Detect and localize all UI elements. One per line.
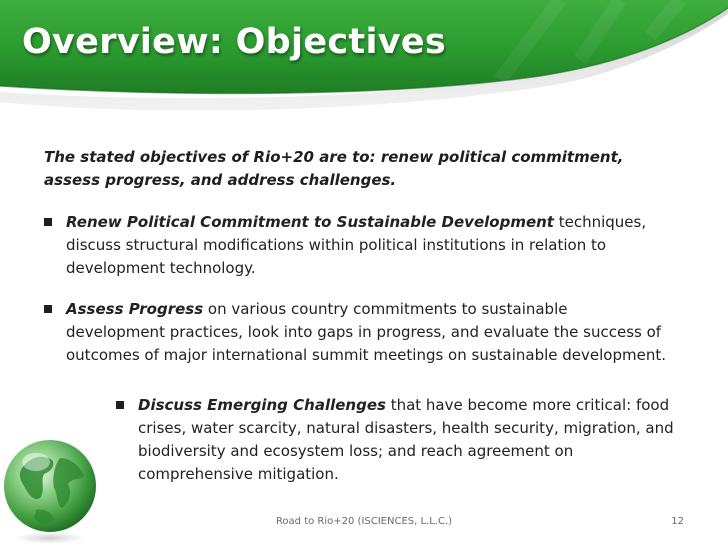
square-bullet-icon <box>44 305 52 313</box>
bullet-item-renew <box>66 211 666 280</box>
green-globe-icon <box>0 428 100 546</box>
bullet-lead: Discuss Emerging Challenges <box>138 396 386 414</box>
page-number: 12 <box>671 516 684 527</box>
square-bullet-icon <box>44 218 52 226</box>
bullet-text: techniques, discuss structural modifications within political institutions in relation to development technology. <box>66 213 647 277</box>
page-title: Overview: Objectives <box>22 22 447 62</box>
footer-text: Road to Rio+20 (ISCIENCES, L.L.C.) <box>275 516 453 527</box>
bullet-text: that have become more critical: food crises, water scarcity, natural disasters, health security, migration, and biodiversity and ecosystem loss; and reach agreement on comprehensive mitigation. <box>138 396 674 483</box>
bullet-lead: Assess Progress <box>66 300 204 318</box>
intro-text: The stated objectives of Rio+20 are to: renew political commitment, assess progress, and address challenges. <box>44 148 624 189</box>
bullet-text: on various country commitments to sustainable development practices, look into gaps in progress, and evaluate the success of outcomes of major international summit meetings on sustainable development. <box>66 300 666 364</box>
title-banner <box>0 0 728 120</box>
bullet-item-challenges <box>138 394 678 486</box>
square-bullet-icon <box>116 401 124 409</box>
bullet-item-assess <box>66 298 666 367</box>
bullet-lead: Renew Political Commitment to Sustainable Development <box>66 213 554 231</box>
